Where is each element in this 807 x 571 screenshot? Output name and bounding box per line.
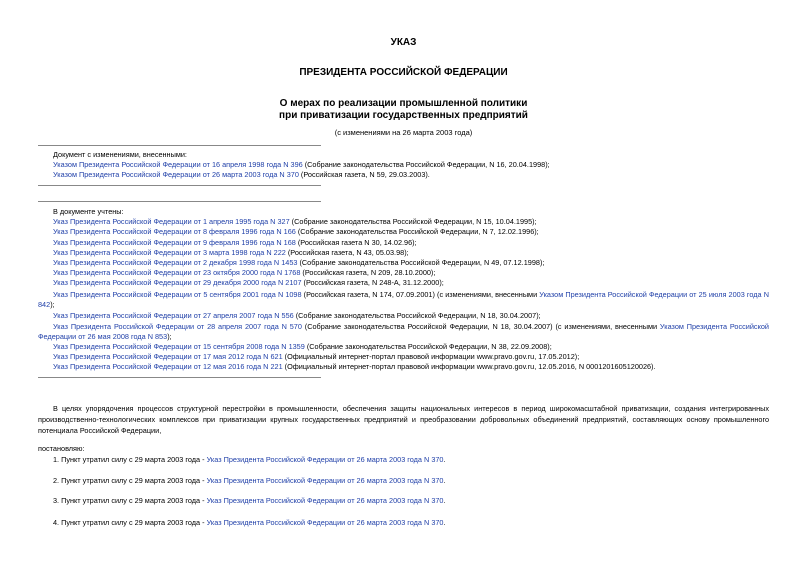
considered-source: (Собрание законодательства Российской Федерации, N 18, 30.04.2007);	[293, 311, 541, 320]
considered-label: В документе учтены:	[53, 207, 124, 216]
point-2	[53, 476, 446, 485]
considered-source: (Российская газета, N 209, 28.10.2000);	[300, 268, 436, 278]
considered-link[interactable]: Указ Президента Российской Федерации от 2 декабря 1998 года N 1453	[53, 257, 298, 267]
considered-end: );	[50, 300, 55, 310]
preamble-paragraph: В целях упорядочения процессов структурной перестройки в промышленности, обеспечения защиты национальных интересов в период широкомасштабной приватизации, создания интегрированных производственно-технологических комплексов при приватизации крупных государственных предприятий и преобразовании добровольных объединений предприятий, составляющих основу промышленного потенциала Российской Федерации,	[38, 404, 769, 435]
considered-item	[53, 362, 656, 372]
divider-top	[38, 145, 321, 146]
amendment-link[interactable]: Указом Президента Российской Федерации от 25 июля 2003 года N 842	[38, 290, 769, 310]
considered-link[interactable]: Указ Президента Российской Федерации от 5 сентября 2001 года N 1098	[53, 290, 302, 299]
change-item	[53, 160, 550, 170]
considered-source: (Собрание законодательства Российской Федерации, N 18, 30.04.2007) (с изменениями, внесенными	[301, 322, 660, 331]
considered-link[interactable]: Указ Президента Российской Федерации от 1 апреля 1995 года N 327	[53, 217, 290, 227]
considered-link[interactable]: Указ Президента Российской Федерации от 12 мая 2016 года N 221	[53, 362, 283, 372]
point-text: 3. Пункт утратил силу с 29 марта 2003 года -	[53, 496, 207, 505]
changes-block	[53, 150, 550, 181]
divider-middle	[38, 185, 321, 186]
considered-link[interactable]: Указ Президента Российской Федерации от 29 декабря 2000 года N 2107	[53, 278, 302, 288]
issuer-heading: ПРЕЗИДЕНТА РОССИЙСКОЙ ФЕДЕРАЦИИ	[299, 67, 508, 78]
considered-source: (Собрание законодательства Российской Федерации, N 7, 12.02.1996);	[295, 227, 539, 237]
doc-title	[38, 98, 769, 122]
change-item	[53, 170, 550, 180]
change-link[interactable]: Указом Президента Российской Федерации от 26 марта 2003 года N 370	[53, 170, 299, 180]
considered-link[interactable]: Указ Президента Российской Федерации от 9 февраля 1996 года N 168	[53, 237, 296, 247]
point-end: .	[443, 518, 446, 527]
considered-item	[53, 238, 544, 248]
considered-link[interactable]: Указ Президента Российской Федерации от 17 мая 2012 года N 621	[53, 352, 283, 362]
considered-source: (Собрание законодательства Российской Федерации, N 15, 10.04.1995);	[289, 217, 537, 227]
amendment-link[interactable]: Указом Президента Российской Федерации от 26 мая 2008 года N 853	[38, 322, 769, 342]
considered-source: (Собрание законодательства Российской Федерации, N 38, 22.09.2008);	[304, 342, 552, 351]
point-link[interactable]: Указ Президента Российской Федерации от 26 марта 2003 года N 370	[206, 518, 444, 527]
considered-item	[53, 248, 544, 258]
considered-item	[53, 278, 544, 288]
considered-source: (Официальный интернет-портал правовой информации www.pravo.gov.ru, 12.05.2016, N 0001201605120026).	[282, 362, 656, 372]
considered-link[interactable]: Указ Президента Российской Федерации от 3 марта 1998 года N 222	[53, 247, 286, 257]
considered-source: (Собрание законодательства Российской Федерации, N 49, 07.12.1998);	[297, 257, 545, 267]
considered-block	[53, 207, 544, 289]
doc-type-heading: УКАЗ	[390, 37, 417, 48]
considered-source: (Российская газета, N 43, 05.03.98);	[285, 247, 409, 257]
considered-item	[53, 342, 656, 352]
considered-item	[53, 258, 544, 268]
considered-item	[53, 227, 544, 237]
change-source: (Российская газета, N 59, 29.03.2003).	[298, 170, 430, 180]
divider-considered-top	[38, 201, 321, 202]
point-3	[53, 496, 446, 505]
considered-source: (Российская газета N 30, 14.02.96);	[295, 237, 417, 247]
considered-item	[53, 311, 541, 321]
divider-bottom	[38, 377, 321, 378]
doc-title-line-2: при приватизации государственных предприятий	[279, 110, 528, 121]
point-text: 2. Пункт утратил силу с 29 марта 2003 года -	[53, 476, 207, 485]
considered-item	[53, 352, 656, 362]
point-end: .	[443, 476, 446, 485]
considered-source: (Официальный интернет-портал правовой информации www.pravo.gov.ru, 17.05.2012);	[282, 352, 580, 362]
considered-source: (Российская газета, N 174, 07.09.2001) (с изменениями, внесенными	[301, 290, 540, 299]
resolves-label: постановляю:	[38, 444, 85, 453]
doc-title-line-1: О мерах по реализации промышленной политики	[279, 98, 528, 109]
changes-label: Документ с изменениями, внесенными:	[53, 150, 187, 159]
point-end: .	[443, 455, 446, 464]
point-text: 1. Пункт утратил силу с 29 марта 2003 года -	[53, 455, 207, 464]
considered-item	[53, 268, 544, 278]
considered-link[interactable]: Указ Президента Российской Федерации от 15 сентября 2008 года N 1359	[53, 342, 305, 351]
considered-item-wrapped	[38, 322, 769, 342]
considered-link[interactable]: Указ Президента Российской Федерации от 27 апреля 2007 года N 556	[53, 311, 294, 320]
point-end: .	[443, 496, 446, 505]
point-link[interactable]: Указ Президента Российской Федерации от 26 марта 2003 года N 370	[206, 455, 444, 464]
change-source: (Собрание законодательства Российской Федерации, N 16, 20.04.1998);	[302, 160, 550, 170]
considered-link[interactable]: Указ Президента Российской Федерации от 28 апреля 2007 года N 570	[53, 322, 302, 331]
doc-revision-note: (с изменениями на 26 марта 2003 года)	[334, 128, 473, 137]
considered-item-wrapped	[38, 290, 769, 310]
point-link[interactable]: Указ Президента Российской Федерации от 26 марта 2003 года N 370	[206, 476, 444, 485]
considered-link[interactable]: Указ Президента Российской Федерации от 8 февраля 1996 года N 166	[53, 227, 296, 237]
considered-link[interactable]: Указ Президента Российской Федерации от 23 октября 2000 года N 1768	[53, 268, 301, 278]
point-text: 4. Пункт утратил силу с 29 марта 2003 года -	[53, 518, 207, 527]
point-link[interactable]: Указ Президента Российской Федерации от 26 марта 2003 года N 370	[206, 496, 444, 505]
considered-source: (Российская газета, N 248-А, 31.12.2000);	[301, 278, 444, 288]
point-1	[53, 455, 446, 464]
considered-block-tail	[53, 342, 656, 373]
point-4	[53, 518, 446, 527]
change-link[interactable]: Указом Президента Российской Федерации от 16 апреля 1998 года N 396	[53, 160, 303, 170]
considered-end: );	[167, 332, 172, 342]
considered-item	[53, 217, 544, 227]
